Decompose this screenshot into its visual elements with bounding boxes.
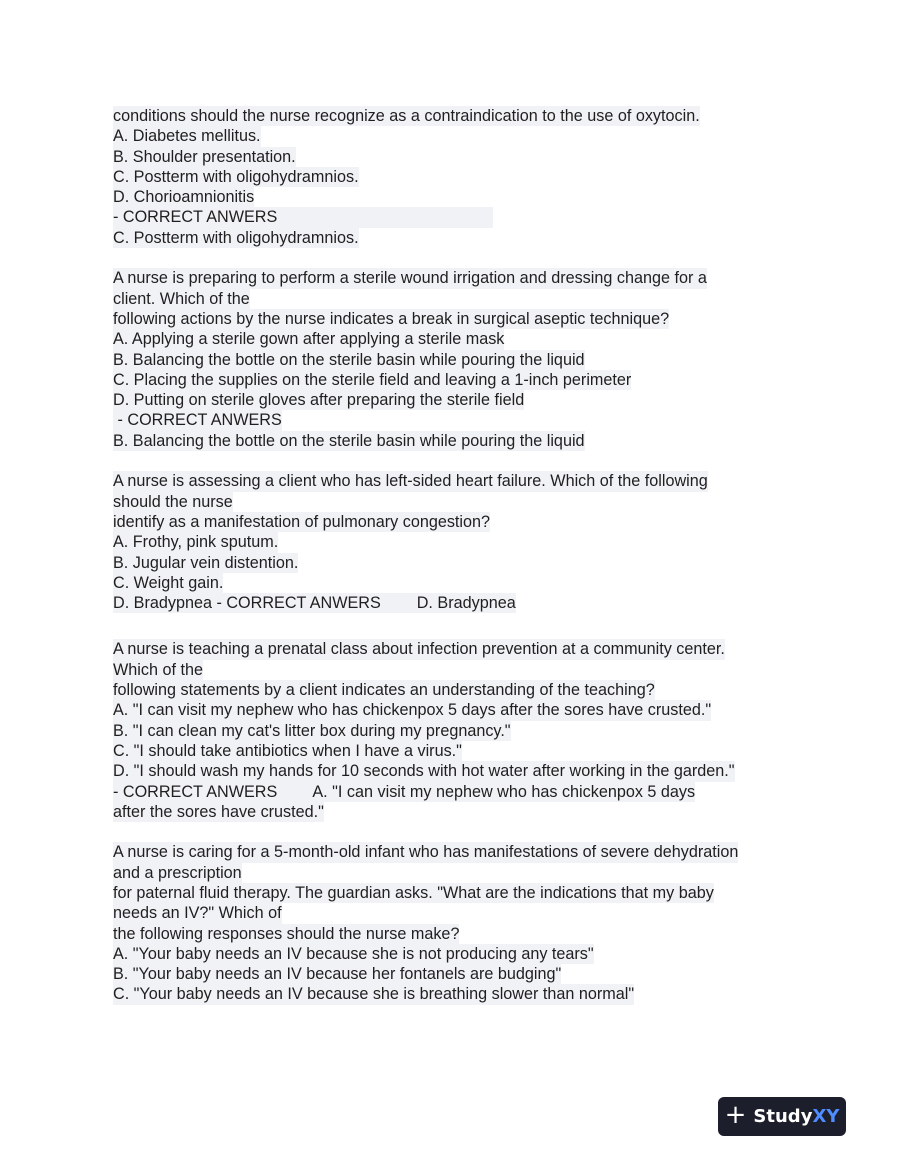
question-text: A nurse is teaching a prenatal class about infection prevention at a community center. [113,640,725,659]
correct-answer: after the sores have crusted." [113,802,324,821]
correct-answer: C. Postterm with oligohydramnios. [113,228,359,247]
text-line: conditions should the nurse recognize as a contraindication to the use of oxytocin. [113,107,700,125]
question-text: Which of the [113,660,203,679]
question-block-2 [113,268,813,451]
option-b: B. "Your baby needs an IV because her fontanels are budging" [113,965,562,984]
correct-answer-label: - CORRECT ANWERS [113,411,282,430]
question-text: identify as a manifestation of pulmonary congestion? [113,512,491,531]
correct-answer-label: - CORRECT ANWERS [113,207,813,227]
option-a: A. "I can visit my nephew who has chickenpox 5 days after the sores have crusted." [113,701,712,720]
question-text: following actions by the nurse indicates a break in surgical aseptic technique? [113,309,670,328]
correct-answer: B. Balancing the bottle on the sterile basin while pouring the liquid [113,431,585,450]
option-c: C. "I should take antibiotics when I have a virus." [113,741,462,760]
option-a: A. Diabetes mellitus. [113,127,261,146]
question-block-3 [113,471,813,613]
option-d: D. Putting on sterile gloves after preparing the sterile field [113,391,525,410]
question-text: should the nurse [113,492,233,511]
option-b: B. Balancing the bottle on the sterile basin while pouring the liquid [113,350,585,369]
question-block-5 [113,842,813,1004]
plus-icon: + [724,1100,747,1130]
question-text: and a prescription [113,863,242,882]
brand-name-part2: XY [812,1106,840,1127]
question-text: following statements by a client indicates an understanding of the teaching? [113,681,655,700]
option-b: B. "I can clean my cat's litter box during my pregnancy." [113,721,511,740]
question-block-4 [113,639,813,822]
brand-name [753,1106,839,1127]
question-text: A nurse is assessing a client who has left-sided heart failure. Which of the following [113,472,708,491]
option-b: B. Jugular vein distention. [113,553,299,572]
option-c: C. Weight gain. [113,573,224,592]
option-a: A. Frothy, pink sputum. [113,533,279,552]
option-a: A. Applying a sterile gown after applying a sterile mask [113,330,505,349]
studyxy-logo[interactable] [718,1097,846,1136]
option-d-with-answer: D. Bradypnea - CORRECT ANWERS D. Bradypnea [113,594,516,613]
question-text: the following responses should the nurse make? [113,924,460,943]
document-body [113,106,813,1005]
question-text: needs an IV?" Which of [113,904,282,923]
option-c: C. "Your baby needs an IV because she is breathing slower than normal" [113,985,635,1004]
question-text: A nurse is preparing to perform a sterile wound irrigation and dressing change for a [113,269,707,288]
question-text: client. Which of the [113,289,250,308]
option-b: B. Shoulder presentation. [113,147,296,166]
option-d: D. "I should wash my hands for 10 seconds with hot water after working in the garden." [113,762,735,781]
option-d: D. Chorioamnionitis [113,188,255,207]
question-text: for paternal fluid therapy. The guardian asks. "What are the indications that my baby [113,883,714,902]
question-block-1 [113,106,813,248]
option-c: C. Placing the supplies on the sterile field and leaving a 1-inch perimeter [113,370,632,389]
option-c: C. Postterm with oligohydramnios. [113,167,359,186]
correct-answer: - CORRECT ANWERS A. "I can visit my nephew who has chickenpox 5 days [113,782,696,801]
question-text: A nurse is caring for a 5-month-old infant who has manifestations of severe dehydration [113,843,739,862]
option-a: A. "Your baby needs an IV because she is not producing any tears" [113,944,594,963]
brand-name-part1: Study [753,1106,813,1127]
